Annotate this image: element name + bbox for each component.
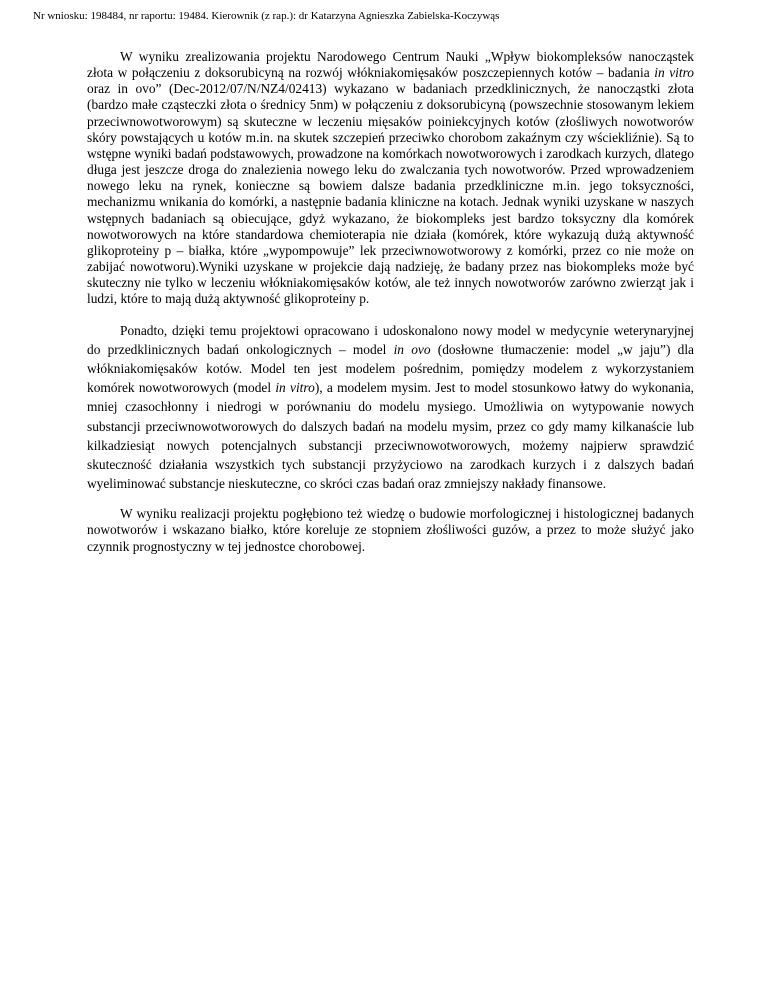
paragraph-3 bbox=[87, 506, 694, 554]
document-header: Nr wniosku: 198484, nr raportu: 19484. Kierownik (z rap.): dr Katarzyna Agnieszka Zabielska-Koczywąs bbox=[33, 10, 500, 22]
paragraph-2-italic-in-ovo: in ovo bbox=[393, 341, 431, 357]
paragraph-2-italic-in-vitro: in vitro bbox=[275, 380, 315, 396]
paragraph-2-text-e: ), a modelem mysim. Jest to model stosunkowo łatwy do wykonania, mniej czasochłonny i niedrogi w porównaniu do modelu mysiego. Umożliwia on wytypowanie nowych substancji przeciwnowotworowych do dalszych badań na modelu mysim, przez co gdy mamy kilkanaście lub kilkadziesiąt nowych potencjalnych substancji przeciwnowotworowych, możemy najpierw sprawdzić skuteczność działania wszystkich tych substancji przyżyciowo na zarodkach kurzych i z dalszych badań wyeliminować substancje nieskuteczne, co skróci czas badań oraz zmniejszy nakłady finansowe. bbox=[87, 380, 695, 492]
paragraph-1 bbox=[87, 49, 694, 308]
paragraph-2-text-c: (dosłowne tłumaczenie: model „w jaju”) dla włókniakomięsaków kotów. Model ten jest modelem pośrednim, pomiędzy modelem z wykorzystaniem komórek nowotworowych (model bbox=[87, 341, 694, 396]
paragraph-3-text-a: W wyniku realizacji projektu pogłębiono też wiedzę o budowie morfologicznej i histologicznej badanych nowotworów i wskazano białko, które koreluje ze stopniem złośliwości guzów, a przez to może służyć jako czynnik prognostyczny w tej jednostce chorobowej. bbox=[87, 506, 694, 554]
paragraph-2 bbox=[87, 321, 694, 494]
paragraph-1-italic-in-vitro: in vitro bbox=[654, 65, 694, 81]
paragraph-1-text-a: W wyniku zrealizowania projektu Narodowego Centrum Nauki „Wpływ biokompleksów nanocząstek złota w połączeniu z doksorubicyną na rozwój włókniakomięsaków poszczepiennych kotów – badania bbox=[87, 49, 694, 81]
paragraph-2-text-a: Ponadto, dzięki temu projektowi opracowano i udoskonalono nowy model w medycynie weterynaryjnej do przedklinicznych badań onkologicznych – model bbox=[87, 322, 694, 357]
paragraph-1-text-c: oraz in ovo” (Dec-2012/07/N/NZ4/02413) wykazano w badaniach przedklinicznych, że nanocząstki złota (bardzo małe cząsteczki złota o średnicy 5nm) w połączeniu z doksorubicyną (powszechnie stosowanym lekiem przeciwnowotworowym) są skuteczne w leczeniu mięsaków poiniekcyjnych kotów (złośliwych nowotworów skóry powstających u kotów m.in. na skutek szczepień przeciwko chorobom zakaźnym czy wściekliźnie). Są to wstępne wyniki badań podstawowych, prowadzone na komórkach nowotworowych i zarodkach kurzych, dlatego długa jest jeszcze droga do znalezienia nowego leku do zwalczania tych nowotworów. Przed wprowadzeniem nowego leku na rynek, konieczne są bowiem dalsze badania przedkliniczne m.in. jego toksyczności, mechanizmu wnikania do komórki, a następnie badania kliniczne na kotach. Jednak wyniki uzyskane w naszych wstępnych badaniach są obiecujące, gdyż wykazano, że biokompleks jest bardzo toksyczny dla komórek nowotworowych na które standardowa chemioterapia nie działa (komórek, które wykazują dużą aktywność glikoproteiny p – białka, które „wypompowuje” lek przeciwnowotworowy z komórki, przez co nie może on zabijać nowotworu).Wyniki uzyskane w projekcie dają nadzieję, że badany przez nas biokompleks może być skuteczny nie tylko w leczeniu włókniakomięsaków kotów, ale też innych nowotworów zarówno zwierząt jak i ludzi, które to mają dużą aktywność glikoproteiny p. bbox=[87, 81, 694, 307]
document-body bbox=[87, 49, 694, 555]
